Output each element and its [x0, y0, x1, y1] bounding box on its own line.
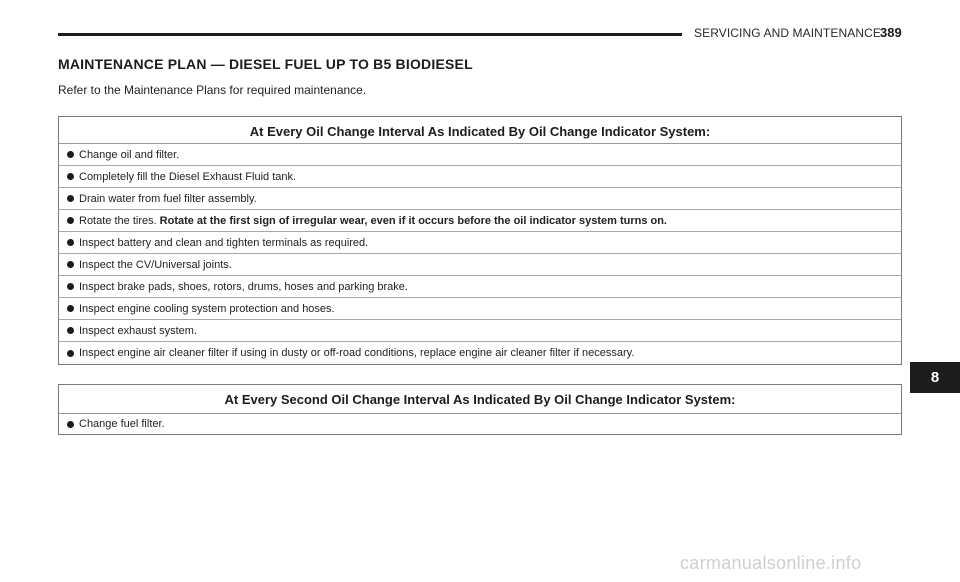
bullet-icon	[67, 305, 74, 312]
table-heading: At Every Second Oil Change Interval As Indicated By Oil Change Indicator System:	[59, 385, 901, 414]
list-item	[59, 342, 901, 364]
bullet-icon	[67, 173, 74, 180]
list-item	[59, 166, 901, 188]
bullet-icon	[67, 195, 74, 202]
bullet-icon	[67, 151, 74, 158]
bullet-icon	[67, 421, 74, 428]
table-heading: At Every Oil Change Interval As Indicated By Oil Change Indicator System:	[59, 117, 901, 144]
bullet-icon	[67, 283, 74, 290]
list-item-emphasis: Rotate at the first sign of irregular wear, even if it occurs before the oil indicator system turns on.	[159, 214, 667, 227]
header-rule	[58, 33, 682, 36]
list-item-text: Inspect battery and clean and tighten terminals as required.	[79, 236, 369, 249]
list-item-text: Inspect brake pads, shoes, rotors, drums, hoses and parking brake.	[79, 280, 408, 293]
list-item	[59, 210, 901, 232]
bullet-icon	[67, 327, 74, 334]
chapter-tab: 8	[910, 362, 960, 393]
watermark: carmanualsonline.info	[680, 553, 862, 573]
list-item	[59, 414, 901, 434]
list-item	[59, 144, 901, 166]
list-item-text: Change fuel filter.	[79, 418, 165, 430]
list-item-text: Drain water from fuel filter assembly.	[79, 192, 257, 205]
page-title: MAINTENANCE PLAN — DIESEL FUEL UP TO B5 BIODIESEL	[58, 56, 473, 72]
list-item-text: Rotate the tires.	[79, 214, 157, 227]
bullet-icon	[67, 217, 74, 224]
list-item-text: Inspect the CV/Universal joints.	[79, 258, 232, 271]
list-item-text: Inspect exhaust system.	[79, 324, 197, 337]
list-item-text: Inspect engine cooling system protection and hoses.	[79, 302, 335, 315]
list-item-text: Change oil and filter.	[79, 148, 180, 161]
list-item	[59, 298, 901, 320]
bullet-icon	[67, 261, 74, 268]
list-item	[59, 188, 901, 210]
intro-text: Refer to the Maintenance Plans for required maintenance.	[58, 83, 367, 97]
list-item	[59, 232, 901, 254]
bullet-icon	[67, 350, 74, 357]
list-item	[59, 276, 901, 298]
list-item	[59, 254, 901, 276]
bullet-icon	[67, 239, 74, 246]
running-header: SERVICING AND MAINTENANCE	[694, 26, 881, 40]
oil-change-interval-table	[58, 116, 902, 365]
list-item-text: Inspect engine air cleaner filter if using in dusty or off-road conditions, replace engine air cleaner filter if necessary.	[79, 347, 635, 359]
list-item	[59, 320, 901, 342]
list-item-text: Completely fill the Diesel Exhaust Fluid tank.	[79, 170, 297, 183]
page-number: 389	[880, 25, 902, 40]
second-oil-change-interval-table	[58, 384, 902, 435]
